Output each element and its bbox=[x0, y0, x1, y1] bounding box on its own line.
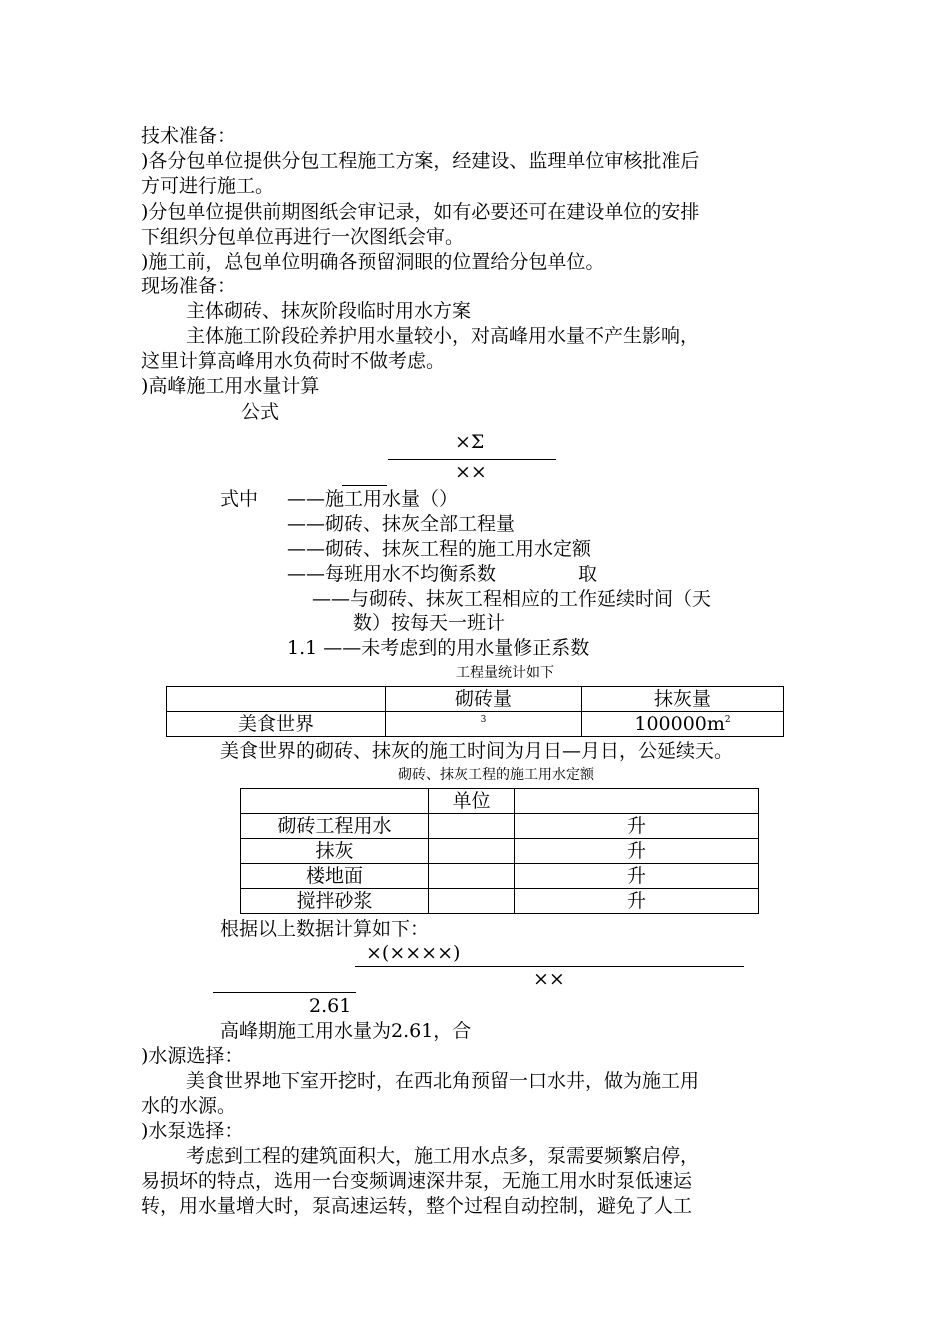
text-line: )施工前，总包单位明确各预留洞眼的位置给分包单位。 bbox=[141, 251, 605, 273]
text-line: 美食世界的砌砖、抹灰的施工时间为月日—月日，公延续天。 bbox=[220, 740, 734, 762]
formula-label: 公式 bbox=[241, 401, 280, 423]
text-line: 下组织分包单位再进行一次图纸会审。 bbox=[141, 226, 465, 248]
underline bbox=[342, 485, 387, 486]
table-header-cell: 单位 bbox=[429, 789, 515, 814]
text-line: )各分包单位提供分包工程施工方案，经建设、监理单位审核批准后 bbox=[141, 150, 700, 172]
subheading-peak-water: )高峰施工用水量计算 bbox=[141, 375, 320, 397]
where-item-take: 取 bbox=[578, 563, 598, 585]
formula-numerator: ×Σ bbox=[455, 431, 485, 453]
table-cell bbox=[429, 864, 515, 889]
where-item: ——砌砖、抹灰工程的施工用水定额 bbox=[287, 538, 592, 560]
where-item: ——每班用水不均衡系数 bbox=[287, 563, 497, 585]
table-row bbox=[241, 889, 759, 914]
plaster-value: 100000m bbox=[634, 713, 725, 735]
section-title: 主体砌砖、抹灰阶段临时用水方案 bbox=[186, 300, 472, 322]
subheading-water-source: )水源选择： bbox=[141, 1045, 244, 1067]
formula-denominator: ×× bbox=[455, 461, 487, 483]
table-cell: 升 bbox=[515, 889, 759, 914]
table-cell bbox=[429, 889, 515, 914]
table-header-cell bbox=[167, 687, 386, 712]
formula-numerator: ×(××××) bbox=[366, 942, 461, 964]
table-header-cell: 砌砖量 bbox=[386, 687, 582, 712]
table-cell bbox=[386, 712, 582, 737]
where-item: 1.1 ——未考虑到的用水量修正系数 bbox=[287, 637, 590, 659]
where-item: ——砌砖、抹灰全部工程量 bbox=[287, 513, 516, 535]
heading-tech-prep: 技术准备： bbox=[141, 125, 237, 147]
table-cell: 搅拌砂浆 bbox=[241, 889, 429, 914]
where-item: ——与砌砖、抹灰工程相应的工作延续时间（天 bbox=[312, 588, 712, 610]
text-line: 主体施工阶段砼养护用水量较小，对高峰用水量不产生影响， bbox=[186, 325, 700, 347]
table-cell: 升 bbox=[515, 864, 759, 889]
table-cell bbox=[582, 712, 784, 737]
where-label: 式中 bbox=[220, 488, 259, 510]
table-caption: 砌砖、抹灰工程的施工用水定额 bbox=[398, 767, 594, 783]
table-cell: 抹灰 bbox=[241, 839, 429, 864]
quota-table bbox=[240, 788, 759, 914]
formula-denominator: ×× bbox=[533, 968, 565, 990]
table-header-cell bbox=[241, 789, 429, 814]
text-line: 水的水源。 bbox=[141, 1095, 237, 1117]
text-line: 这里计算高峰用水负荷时不做考虑。 bbox=[141, 350, 446, 372]
table-cell: 升 bbox=[515, 814, 759, 839]
table-caption: 工程量统计如下 bbox=[456, 665, 554, 681]
table-row bbox=[167, 712, 784, 737]
text-line: )分包单位提供前期图纸会审记录，如有必要还可在建设单位的安排 bbox=[141, 201, 700, 223]
unit-superscript: 2 bbox=[724, 715, 731, 725]
table-cell bbox=[429, 839, 515, 864]
text-line: 根据以上数据计算如下： bbox=[220, 918, 430, 940]
where-item-cont: 数）按每天一班计 bbox=[353, 612, 506, 634]
table-header-row bbox=[241, 789, 759, 814]
subheading-pump: )水泵选择： bbox=[141, 1120, 244, 1142]
text-line: 美食世界地下室开挖时，在西北角预留一口水井，做为施工用 bbox=[186, 1070, 700, 1092]
where-item: ——施工用水量（） bbox=[287, 488, 459, 510]
table-row bbox=[241, 864, 759, 889]
text-line: 方可进行施工。 bbox=[141, 175, 275, 197]
table-cell: 美食世界 bbox=[167, 712, 386, 737]
table-cell bbox=[429, 814, 515, 839]
text-line: 易损坏的特点，选用一台变频调速深井泵，无施工用水时泵低速运 bbox=[141, 1170, 693, 1192]
heading-site-prep: 现场准备： bbox=[141, 275, 237, 297]
table-cell: 升 bbox=[515, 839, 759, 864]
underline bbox=[213, 992, 356, 993]
table-header-row bbox=[167, 687, 784, 712]
text-line: 高峰期施工用水量为2.61，合 bbox=[220, 1020, 472, 1042]
text-line: 考虑到工程的建筑面积大，施工用水点多，泵需要频繁启停， bbox=[186, 1145, 700, 1167]
table-header-cell: 抹灰量 bbox=[582, 687, 784, 712]
table-cell: 砌砖工程用水 bbox=[241, 814, 429, 839]
formula-result: 2.61 bbox=[309, 995, 352, 1017]
quantity-table bbox=[166, 686, 784, 737]
unit-superscript: 3 bbox=[480, 715, 487, 725]
table-row bbox=[241, 839, 759, 864]
table-row bbox=[241, 814, 759, 839]
text-line: 转，用水量增大时，泵高速运转，整个过程自动控制，避免了人工 bbox=[141, 1195, 693, 1217]
table-cell: 楼地面 bbox=[241, 864, 429, 889]
table-header-cell bbox=[515, 789, 759, 814]
